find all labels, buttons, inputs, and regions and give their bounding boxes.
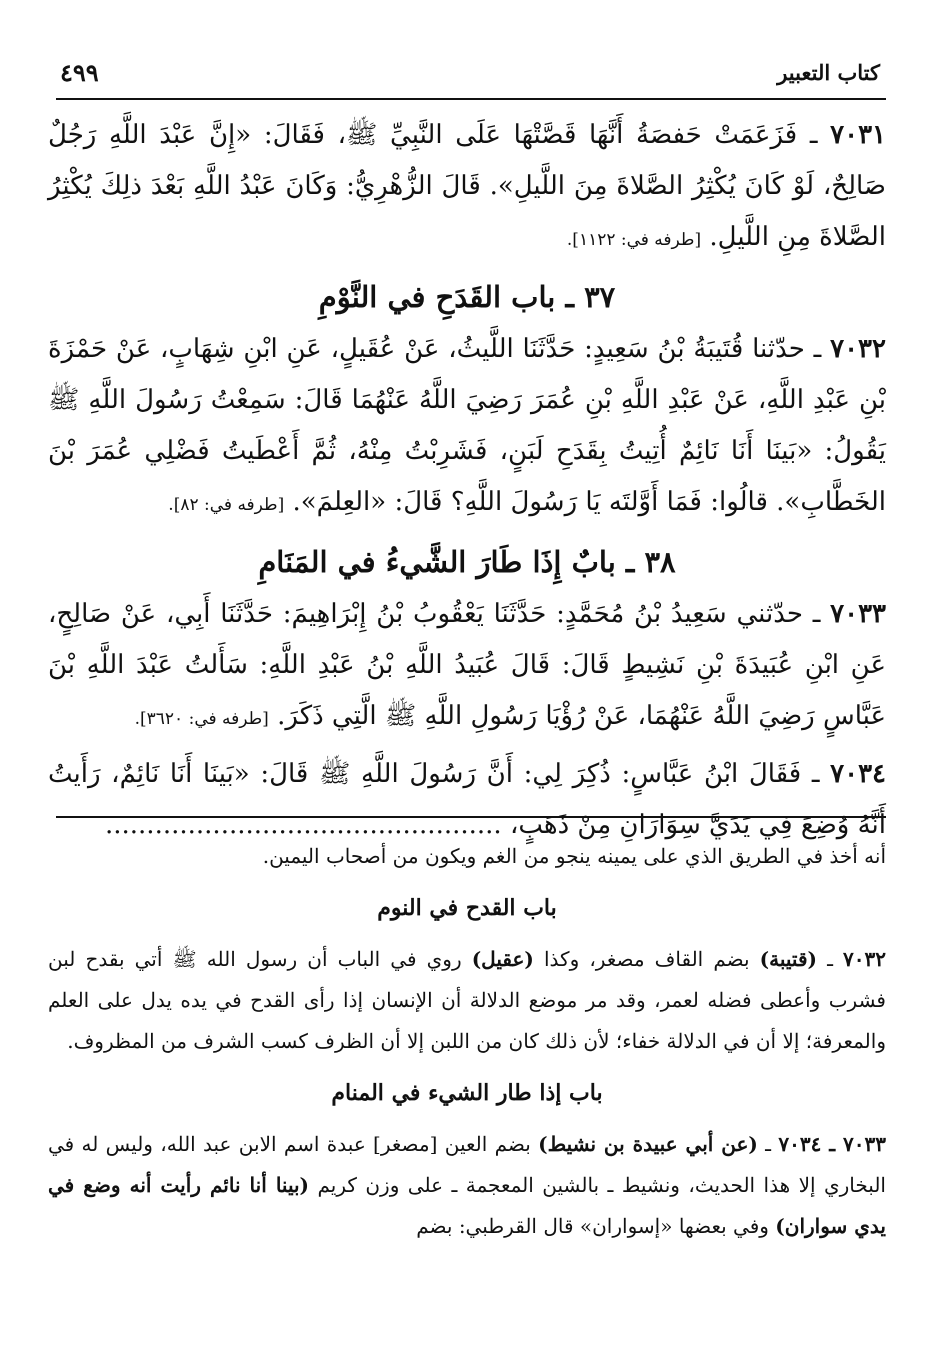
- chapter-heading-38: ٣٨ ـ بابٌ إِذَا طَارَ الشَّيءُ في المَنَامِ: [258, 545, 676, 579]
- cross-reference: [طرفه في: ٨٢].: [168, 495, 285, 515]
- commentary-paragraph-3: ٧٠٣٣ ـ ٧٠٣٤ ـ (عن أبي عبيدة بن نشيط) بضم العين [مصغر] عبدة اسم الابن عبد الله، وليس له في البخاري إلا هذا الحديث، ونشيط ـ بالشين المعجمة ـ على وزن كريم (بينا أنا نائم رأيت أنه وضع في يدي سواران) وفي بعضها «إسواران» قال القرطبي: بضم: [48, 1132, 886, 1238]
- hadith-number: ٧٠٣٤: [830, 759, 886, 789]
- quoted-term: (عقيل): [471, 947, 534, 971]
- hadith-7034: ٧٠٣٤ ـ فَقَالَ ابْنُ عَبَّاسٍ: ذُكِرَ لِي: أَنَّ رَسُولَ اللَّهِ ﷺ قَالَ: «بَينَا أَنَا نَائِمٌ، رَأَيتُ أَنَّهُ وُضِعَ فِي يَدَيَّ سِوَارَانِ مِنْ ذَهَبٍ، ................................................: [48, 759, 886, 840]
- cross-reference: [طرفه في: ١١٢٢].: [566, 230, 702, 250]
- commentary-paragraph-1: أنه أخذ في الطريق الذي على يمينه ينجو من الغم ويكون من أصحاب اليمين.: [262, 844, 886, 868]
- hadith-7032: ٧٠٣٢ ـ حدّثنا قُتَيبَةُ بْنُ سَعِيدٍ: حَدَّثَنَا اللَّيثُ، عَنْ عُقَيلٍ، عَنِ ابْنِ شِهَابٍ، عَنْ حَمْزَةَ بْنِ عَبْدِ اللَّهِ، عَنْ عَبْدِ اللَّهِ بْنِ عُمَرَ رَضِيَ اللَّهُ عَنْهُمَا قَالَ: سَمِعْتُ رَسُولَ اللَّهِ ﷺ يَقُولُ: «بَينَا أَنَا نَائِمٌ أُتِيتُ بِقَدَحِ لَبَنٍ، فَشَرِبْتُ مِنْهُ، ثُمَّ أَعْطَيتُ فَضْلِي عُمَرَ بْنَ الخَطَّابِ». قالُوا: فَمَا أَوَّلتَه يَا رَسُولَ اللَّهِ؟ قَالَ: «العِلمَ». [طرفه في: ٨٢].: [48, 334, 886, 517]
- chapter-heading-37: ٣٧ ـ باب القَدَحِ في النَّوْمِ: [318, 280, 616, 314]
- book-title: كتاب التعبير: [777, 60, 880, 85]
- commentary-paragraph-2: ٧٠٣٢ ـ (قتيبة) بضم القاف مصغر، وكذا (عقيل) روي في الباب أن رسول الله ﷺ أتي بقدح لبن فشرب وأعطى فضله لعمر، وقد مر موضع الدلالة أن الإنسان إذا رأى القدح في يده يدل على العلم والمعرفة؛ إلا أن في الدلالة خفاء؛ لأن ذلك كان من اللبن إلا أن الظرف كسب الشرف من المظروف.: [48, 947, 887, 1053]
- commentary-number: ٧٠٣٢: [843, 947, 887, 971]
- hadith-text: فَزَعَمَتْ حَفصَةُ أَنَّهَا قَصَّتْهَا عَلَى النَّبِيِّ ﷺ، فَقَالَ: «إِنَّ عَبْدَ اللَّهِ رَجُلٌ صَالِحٌ، لَوْ كَانَ يُكْثِرُ الصَّلاةَ مِنَ اللَّيلِ». قَالَ الزُّهْرِيُّ: وَكَانَ عَبْدُ اللَّهِ بَعْدَ ذلِكَ يُكْثِرُ الصَّلاةَ مِنِ اللَّيلِ.: [48, 120, 886, 252]
- footnote-divider: [56, 816, 886, 818]
- hadith-text: حدّثنا قُتَيبَةُ بْنُ سَعِيدٍ: حَدَّثَنَا اللَّيثُ، عَنْ عُقَيلٍ، عَنِ ابْنِ شِهَابٍ، عَنْ حَمْزَةَ بْنِ عَبْدِ اللَّهِ، عَنْ عَبْدِ اللَّهِ بْنِ عُمَرَ رَضِيَ اللَّهُ عَنْهُمَا قَالَ: سَمِعْتُ رَسُولَ اللَّهِ ﷺ يَقُولُ: «بَينَا أَنَا نَائِمٌ أُتِيتُ بِقَدَحِ لَبَنٍ، فَشَرِبْتُ مِنْهُ، ثُمَّ أَعْطَيتُ فَضْلِي عُمَرَ بْنَ الخَطَّابِ». قالُوا: فَمَا أَوَّلتَه يَا رَسُولَ اللَّهِ؟ قَالَ: «العِلمَ».: [48, 334, 886, 517]
- commentary-heading-2: باب إذا طار الشيء في المنام: [331, 1080, 603, 1106]
- hadith-text: حدّثني سَعِيدُ بْنُ مُحَمَّدٍ: حَدَّثَنَا يَعْقُوبُ بْنُ إِبْرَاهِيمَ: حَدَّثَنَا أَبِي، عَنْ صَالِحٍ، عَنِ ابْنِ عُبَيدَةَ بْنِ نَشِيطٍ قَالَ: قَالَ عُبَيدُ اللَّهِ بْنُ عَبْدِ اللَّهِ: سَأَلتُ عَبْدَ اللَّهِ بْنَ عَبَّاسٍ رَضِيَ اللَّهُ عَنْهُمَا، عَنْ رُؤْيَا رَسُولِ اللَّهِ ﷺ الَّتِي ذَكَرَ.: [48, 599, 886, 731]
- commentary-text: بضم القاف مصغر، وكذا: [544, 947, 750, 971]
- quoted-term: (بينا أنا نائم رأيت أنه وضع في يدي سواران): [48, 1173, 886, 1238]
- commentary-number: ٧٠٣٣ ـ ٧٠٣٤: [778, 1132, 886, 1156]
- page-header: [56, 58, 886, 100]
- book-page: [48, 0, 886, 1365]
- commentary-heading-1: باب القدح في النوم: [377, 895, 557, 921]
- continuation-dots: ................................................: [104, 810, 502, 840]
- commentary-section: [48, 836, 886, 1257]
- commentary-text: روي في الباب أن رسول الله ﷺ أتي بقدح لبن فشرب وأعطى فضله لعمر، وقد مر موضع الدلالة أن الإنسان إذا رأى القدح في يده يدل على العلم والمعرفة؛ إلا أن في الدلالة خفاء؛ لأن ذلك كان من اللبن إلا أن الظرف كسب الشرف من المظروف.: [48, 947, 886, 1053]
- cross-reference: [طرفه في: ٣٦٢٠].: [134, 709, 269, 729]
- hadith-7031: ٧٠٣١ ـ فَزَعَمَتْ حَفصَةُ أَنَّهَا قَصَّتْهَا عَلَى النَّبِيِّ ﷺ، فَقَالَ: «إِنَّ عَبْدَ اللَّهِ رَجُلٌ صَالِحٌ، لَوْ كَانَ يُكْثِرُ الصَّلاةَ مِنَ اللَّيلِ». قَالَ الزُّهْرِيُّ: وَكَانَ عَبْدُ اللَّهِ بَعْدَ ذلِكَ يُكْثِرُ الصَّلاةَ مِنِ اللَّيلِ. [طرفه في: ١١٢٢].: [48, 120, 886, 252]
- commentary-text: بضم العين [مصغر] عبدة اسم الابن عبد الله، وليس له في البخاري إلا هذا الحديث، ونشيط ـ بالشين المعجمة ـ على وزن كريم: [48, 1132, 886, 1197]
- quoted-term: (عن أبي عبيدة بن نشيط): [538, 1132, 758, 1156]
- main-text: [48, 110, 886, 855]
- hadith-7033: ٧٠٣٣ ـ حدّثني سَعِيدُ بْنُ مُحَمَّدٍ: حَدَّثَنَا يَعْقُوبُ بْنُ إِبْرَاهِيمَ: حَدَّثَنَا أَبِي، عَنْ صَالِحٍ، عَنِ ابْنِ عُبَيدَةَ بْنِ نَشِيطٍ قَالَ: قَالَ عُبَيدُ اللَّهِ بْنُ عَبْدِ اللَّهِ: سَأَلتُ عَبْدَ اللَّهِ بْنَ عَبَّاسٍ رَضِيَ اللَّهُ عَنْهُمَا، عَنْ رُؤْيَا رَسُولِ اللَّهِ ﷺ الَّتِي ذَكَرَ. [طرفه في: ٣٦٢٠].: [48, 599, 886, 731]
- page-number: ٤٩٩: [60, 58, 99, 87]
- hadith-number: ٧٠٣٢: [830, 334, 886, 364]
- hadith-number: ٧٠٣٣: [830, 599, 886, 629]
- hadith-text: فَقَالَ ابْنُ عَبَّاسٍ: ذُكِرَ لِي: أَنَّ رَسُولَ اللَّهِ ﷺ قَالَ: «بَينَا أَنَا نَائِمٌ، رَأَيتُ أَنَّهُ وُضِعَ فِي يَدَيَّ سِوَارَانِ مِنْ ذَهَبٍ،: [48, 759, 886, 840]
- commentary-text: وفي بعضها «إسواران» قال القرطبي: بضم: [416, 1214, 769, 1238]
- quoted-term: (قتيبة): [759, 947, 817, 971]
- hadith-number: ٧٠٣١: [830, 120, 886, 150]
